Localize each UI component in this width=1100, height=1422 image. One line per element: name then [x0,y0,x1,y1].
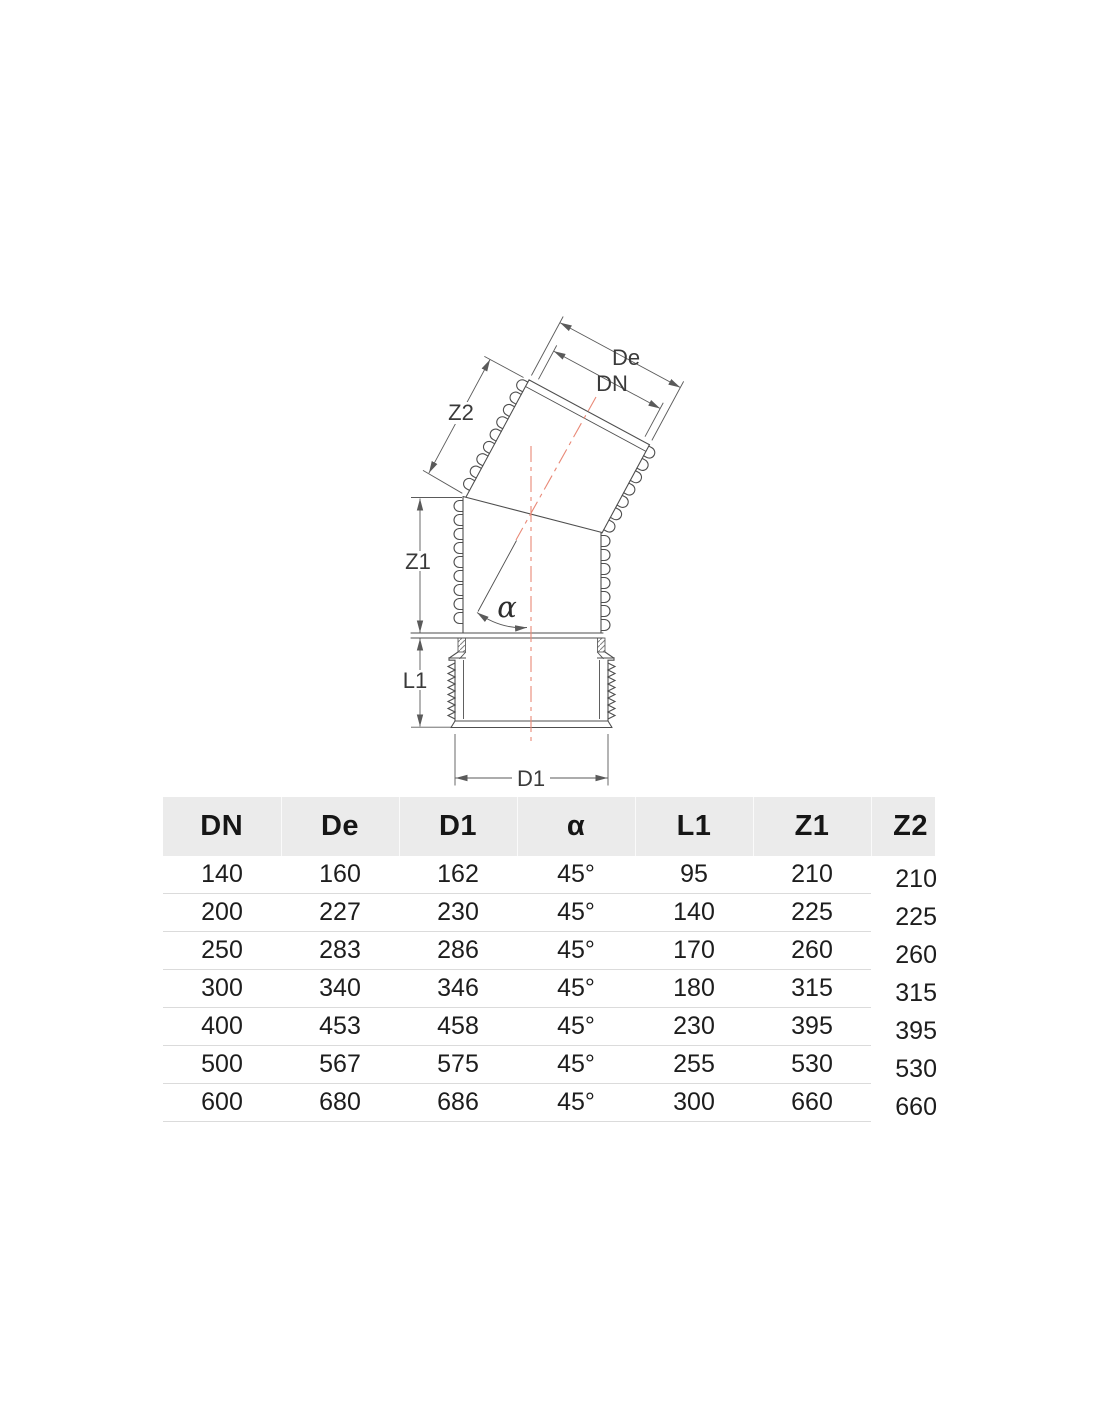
dim-label-de: De [611,345,641,370]
table-cell: 45° [517,1084,635,1122]
corrugation-ridges [454,501,463,624]
table-row [163,1084,935,1122]
table-cell: 140 [163,856,281,894]
corrugation-ridges [604,446,657,534]
thread-teeth [608,663,615,719]
table-row [163,970,935,1008]
table-cell: 575 [399,1046,517,1084]
table-cell: 660 [753,1084,871,1122]
dim-label-l1: L1 [402,668,428,693]
dimensions-table [163,797,935,1122]
table-cell: 162 [399,856,517,894]
table-cell: 210 [895,865,937,894]
spec-table [163,797,935,1122]
dim-label-d1: D1 [516,766,546,791]
table-cell: 45° [517,932,635,970]
thread-teeth [448,663,455,719]
table-cell: 170 [635,932,753,970]
table-cell: 200 [163,894,281,932]
corrugation-ridges [601,536,610,631]
table-cell: 255 [635,1046,753,1084]
dim-label-dn: DN [596,371,628,396]
table-cell: 225 [753,894,871,932]
table-cell: 230 [399,894,517,932]
col-header-dn: DN [163,797,281,856]
table-body [163,856,935,1122]
dim-label-z2: Z2 [448,400,474,425]
table-row [163,894,935,932]
table-cell: 260 [753,932,871,970]
table-cell: 315 [753,970,871,1008]
table-cell: 45° [517,970,635,1008]
col-header-l1: L1 [635,797,753,856]
table-header [163,797,935,856]
table-cell: 395 [895,1017,937,1045]
table-cell: 500 [163,1046,281,1084]
table-cell: 230 [635,1008,753,1046]
table-cell: 250 [163,932,281,970]
table-cell: 315 [895,979,937,1007]
table-cell: 680 [281,1084,399,1122]
table-cell: 453 [281,1008,399,1046]
col-header-de: De [281,797,399,856]
table-row [163,856,935,894]
table-cell: 567 [281,1046,399,1084]
col-header-d1: D1 [399,797,517,856]
table-cell: 340 [281,970,399,1008]
table-row [163,932,935,970]
table-cell: 210 [753,856,871,894]
table-cell: 530 [753,1046,871,1084]
table-cell: 530 [895,1055,937,1083]
dim-label-z1: Z1 [405,549,431,574]
table-cell: 458 [399,1008,517,1046]
col-header-alpha: α [517,797,635,856]
table-cell: 300 [163,970,281,1008]
table-row [163,1046,935,1084]
table-cell: 400 [163,1008,281,1046]
table-cell: 227 [281,894,399,932]
table-cell: 45° [517,1008,635,1046]
dim-label-alpha: α [497,590,517,624]
table-cell: 346 [399,970,517,1008]
table-cell: 45° [517,1046,635,1084]
table-cell: 300 [635,1084,753,1122]
table-cell: 283 [281,932,399,970]
table-cell: 95 [635,856,753,894]
table-cell: 140 [635,894,753,932]
table-cell: 686 [399,1084,517,1122]
col-header-z1: Z1 [753,797,871,856]
socket-section [411,633,615,728]
table-cell: 260 [895,941,937,969]
table-cell: 660 [895,1093,937,1121]
table-cell: 395 [753,1008,871,1046]
table-cell: 45° [517,856,635,894]
centerlines [516,397,596,741]
table-cell: 180 [635,970,753,1008]
table-cell: 286 [399,932,517,970]
table-cell: 160 [281,856,399,894]
table-row [163,1008,935,1046]
col-header-z2: Z2 [871,797,935,856]
table-cell: 45° [517,894,635,932]
table-cell: 600 [163,1084,281,1122]
table-cell: 225 [895,903,937,931]
